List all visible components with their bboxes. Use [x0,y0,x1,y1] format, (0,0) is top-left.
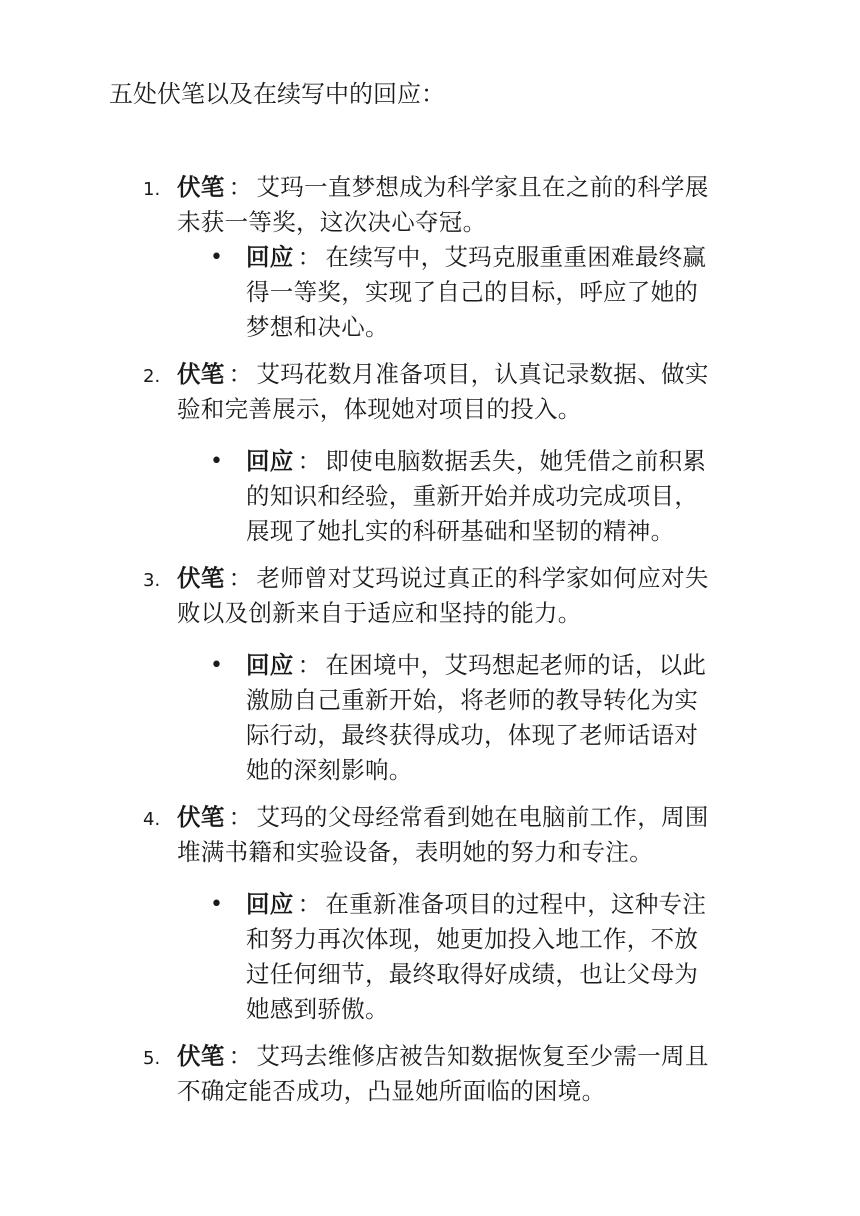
paragraph-line: 验和完善展示，体现她对项目的投入。 [177,395,582,423]
paragraph-line: 她感到骄傲。 [246,995,389,1023]
paragraph-line [177,800,759,835]
foreshadow-paragraph [177,170,759,240]
label-separator: ： [228,173,253,201]
paragraph-line [246,444,758,479]
paragraph-line: 激励自己重新开始，将老师的教导转化为实 [246,686,699,714]
paragraph-text: 艾玛去维修店被告知数据恢复至少需一周且 [256,1042,709,1070]
paragraph-line [177,561,759,596]
label-separator: ： [228,1042,253,1070]
paragraph-line [246,240,758,275]
paragraph-line: 梦想和决心。 [246,313,389,341]
list-number: 2. [143,366,161,387]
list-number: 4. [143,809,161,830]
label-separator: ： [297,890,322,918]
paragraph-line: 不确定能否成功，凸显她所面临的困境。 [177,1077,606,1105]
paragraph-text: 即使电脑数据丢失，她凭借之前积累 [325,447,707,475]
bullet-icon: • [210,653,223,678]
paragraph-text: 艾玛一直梦想成为科学家且在之前的科学展 [256,173,709,201]
paragraph-text: 在续写中，艾玛克服重重困难最终赢 [325,243,707,271]
label-separator: ： [228,360,253,388]
paragraph-line: 得一等奖，实现了自己的目标，呼应了她的 [246,278,699,306]
document-title: 五处伏笔以及在续写中的回应： [109,80,445,108]
response-label: 回应 [246,243,294,271]
paragraph-line [246,887,758,922]
foreshadow-label: 伏笔 [177,173,225,201]
paragraph-line: 败以及创新来自于适应和坚持的能力。 [177,599,582,627]
paragraph-text: 艾玛花数月准备项目，认真记录数据、做实 [256,360,709,388]
paragraph-line: 的知识和经验，重新开始并成功完成项目， [246,482,699,510]
paragraph-line: 未获一等奖，这次决心夺冠。 [177,208,487,236]
paragraph-text: 老师曾对艾玛说过真正的科学家如何应对失 [256,564,709,592]
foreshadow-label: 伏笔 [177,360,225,388]
label-separator: ： [228,564,253,592]
label-separator: ： [297,243,322,271]
paragraph-text: 在重新准备项目的过程中，这种专注 [325,890,707,918]
paragraph-line [177,357,759,392]
label-separator: ： [297,447,322,475]
paragraph-line: 和努力再次体现，她更加投入地工作，不放 [246,925,699,953]
label-separator: ： [228,803,253,831]
foreshadow-paragraph [177,800,759,870]
foreshadow-label: 伏笔 [177,803,225,831]
foreshadow-paragraph [177,561,759,631]
foreshadow-label: 伏笔 [177,1042,225,1070]
paragraph-text: 艾玛的父母经常看到她在电脑前工作，周围 [256,803,709,831]
list-number: 1. [143,179,161,200]
response-label: 回应 [246,651,294,679]
paragraph-line: 过任何细节，最终取得好成绩，也让父母为 [246,960,699,988]
response-label: 回应 [246,890,294,918]
response-paragraph [246,444,758,549]
paragraph-line: 展现了她扎实的科研基础和坚韧的精神。 [246,517,675,545]
foreshadow-paragraph [177,1039,759,1109]
bullet-icon: • [210,449,223,474]
response-label: 回应 [246,447,294,475]
paragraph-line: 堆满书籍和实验设备，表明她的努力和专注。 [177,838,653,866]
response-paragraph [246,887,758,1027]
response-paragraph [246,240,758,345]
bullet-icon: • [210,892,223,917]
label-separator: ： [297,651,322,679]
list-number: 5. [143,1048,161,1069]
paragraph-text: 在困境中，艾玛想起老师的话，以此 [325,651,707,679]
foreshadow-paragraph [177,357,759,427]
paragraph-line [246,648,758,683]
response-paragraph [246,648,758,788]
paragraph-line: 际行动，最终获得成功，体现了老师话语对 [246,721,699,749]
bullet-icon: • [210,245,223,270]
paragraph-line: 她的深刻影响。 [246,756,413,784]
foreshadow-label: 伏笔 [177,564,225,592]
list-number: 3. [143,570,161,591]
paragraph-line [177,1039,759,1074]
paragraph-line [177,170,759,205]
